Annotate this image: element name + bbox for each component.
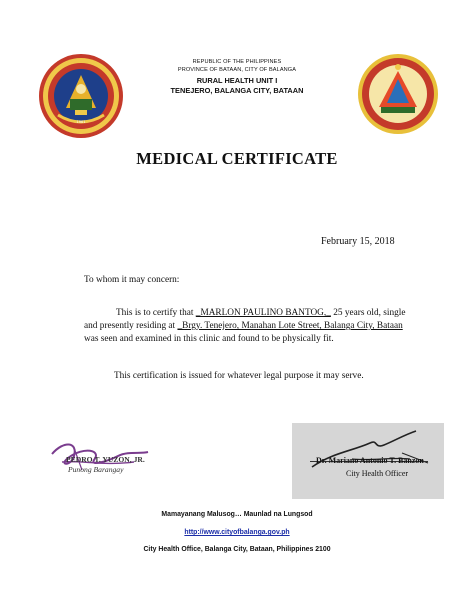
salutation: To whom it may concern: [84, 275, 180, 285]
right-signatory-title: City Health Officer [346, 469, 409, 478]
header-address: TENEJERO, BALANGA CITY, BATAAN [170, 86, 304, 95]
examination-line: was seen and examined in this clinic and found to be physically fit. [84, 334, 334, 344]
left-signature-block [44, 436, 164, 486]
right-signatory-name: Dr. Mariano Antonio T. Banzon [316, 456, 424, 465]
residence-line [84, 320, 403, 333]
footer-url-row [0, 529, 474, 536]
issue-date: February 15, 2018 [321, 236, 395, 247]
purpose-line: This certification is issued for whatever legal purpose it may serve. [114, 371, 364, 381]
right-signature-block [292, 423, 444, 499]
patient-name: _MARLON PAULINO BANTOG,_ [195, 308, 331, 318]
header-province: PROVINCE OF BATAAN, CITY OF BALANGA [177, 67, 297, 73]
patient-age-status: 25 years old, single [333, 308, 406, 318]
header-republic: REPUBLIC OF THE PHILIPPINES [192, 59, 282, 65]
header-unit: RURAL HEALTH UNIT I [196, 76, 278, 85]
footer-motto: Mamayanang Malusog… Maunlad na Lungsod [161, 511, 313, 518]
certify-intro: This is to certify that [116, 308, 194, 318]
left-city-seal [38, 53, 124, 139]
footer-address: City Health Office, Balanga City, Bataan, Philippines 2100 [143, 546, 331, 553]
footer-url-link[interactable]: http://www.cityofbalanga.gov.ph [184, 529, 290, 536]
residence-intro: and presently residing at [84, 321, 176, 331]
left-signatory-name: PEDRO T. YUZON, JR. [66, 455, 145, 464]
document-title: MEDICAL CERTIFICATE [136, 149, 338, 168]
certify-line [116, 307, 406, 320]
left-seal-graphic [38, 53, 124, 139]
left-seal-year: 1961 [76, 119, 86, 124]
patient-address: _Brgy. Tenejero, Manahan Lote Street, Balanga City, Bataan [177, 321, 403, 331]
left-signatory-title: Punong Barangay [68, 465, 124, 474]
